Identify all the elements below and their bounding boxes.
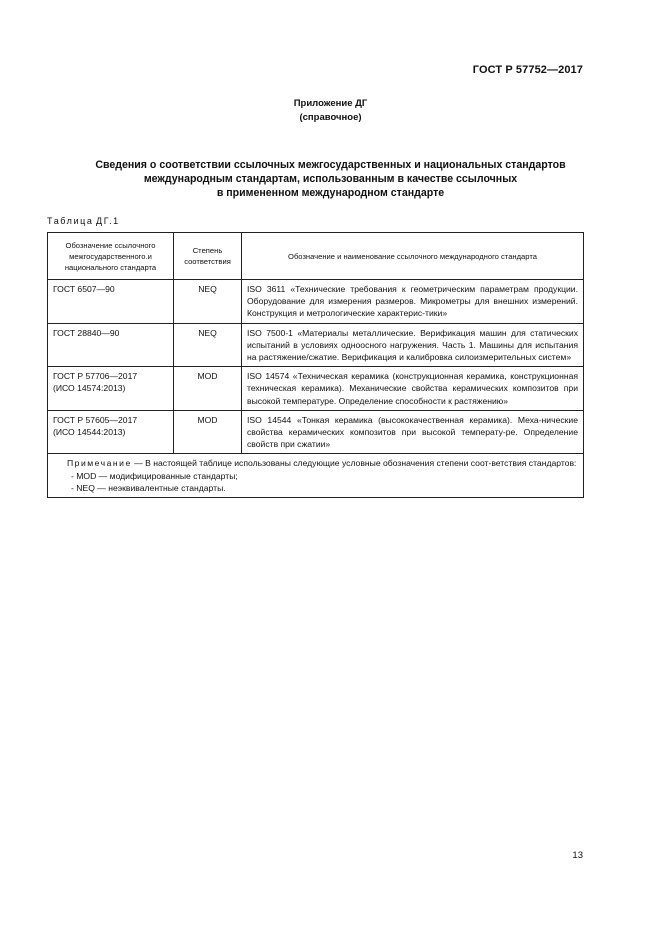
annex-title: Приложение ДГ <box>293 98 368 109</box>
table-caption-label: Таблица <box>47 216 94 226</box>
header-degree: Степень соответствия <box>174 233 242 280</box>
degree-cell: NEQ <box>174 280 242 324</box>
table-note <box>48 454 584 498</box>
standard-designation: ГОСТ 6507—90 <box>53 284 115 294</box>
section-title-line: в примененном международном стандарте <box>216 187 445 199</box>
international-standard-cell: ISO 7500-1 «Материалы металлические. Верификация машин для статических испытаний в условиях одноосного нагружения. Часть 1. Машины для испытания на растяжение/сжатие. Верификация и калибровка силоизмерительных систем» <box>242 323 584 367</box>
section-title-line: международным стандартам, использованным в качестве ссылочных <box>143 173 518 185</box>
annex-subtitle: (справочное) <box>299 112 362 123</box>
section-title-line: Сведения о соответствии ссылочных межгосударственных и национальных стандартов <box>95 159 566 171</box>
standard-designation-secondary: (ИСО 14574:2013) <box>53 383 126 394</box>
standard-designation: ГОСТ Р 57706—2017 <box>53 371 138 382</box>
note-item-neq: - NEQ — неэквивалентные стандарты. <box>71 482 226 493</box>
degree-cell: NEQ <box>174 323 242 367</box>
note-item-mod: - MOD — модифицированные стандарты; <box>71 470 238 481</box>
table-caption <box>47 216 120 226</box>
international-standard-cell: ISO 14574 «Техническая керамика (конструкционная керамика, конструкционная техническая керамика). Механические свойства керамических композитов при высокой температуре. Определение способности к растяжению» <box>242 367 584 411</box>
degree-cell: MOD <box>174 410 242 454</box>
note-text <box>53 457 578 469</box>
table-row <box>48 280 584 324</box>
national-standard-cell <box>48 323 174 367</box>
national-standard-cell <box>48 410 174 454</box>
table-row <box>48 323 584 367</box>
table-row <box>48 410 584 454</box>
table-header-row <box>48 233 584 280</box>
document-standard-id: ГОСТ Р 57752—2017 <box>472 64 583 76</box>
standard-designation: ГОСТ 28840—90 <box>53 327 120 338</box>
table-note-row <box>48 454 584 498</box>
note-label: Примечание <box>67 458 132 469</box>
header-national-standard: Обозначение ссылочного межгосударственного.и национального стандарта <box>48 233 174 280</box>
page-number: 13 <box>572 850 583 861</box>
correspondence-table <box>47 232 584 498</box>
section-title <box>40 158 621 200</box>
annex-heading <box>0 97 661 125</box>
standard-designation: ГОСТ Р 57605—2017 <box>53 414 138 425</box>
degree-cell: MOD <box>174 367 242 411</box>
note-body: — В настоящей таблице использованы следующие условные обозначения степени соот-ветствия стандартов: <box>134 458 577 469</box>
header-international-standard: Обозначение и наименование ссылочного международного стандарта <box>242 233 584 280</box>
international-standard-cell: ISO 14544 «Тонкая керамика (высококачественная керамика). Меха-нические свойства керамических композитов при высокой температу-ре. Определение свойств при сжатии» <box>242 410 584 454</box>
table-row <box>48 367 584 411</box>
table-caption-number: ДГ.1 <box>96 216 120 226</box>
standard-designation-secondary: (ИСО 14544:2013) <box>53 427 126 438</box>
national-standard-cell <box>48 367 174 411</box>
international-standard-cell: ISO 3611 «Технические требования к геометрическим параметрам продукции. Оборудование для измерения размеров. Микрометры для внешних измерений. Конструкция и метрологические характерис-тики» <box>242 280 584 324</box>
national-standard-cell <box>48 280 174 324</box>
